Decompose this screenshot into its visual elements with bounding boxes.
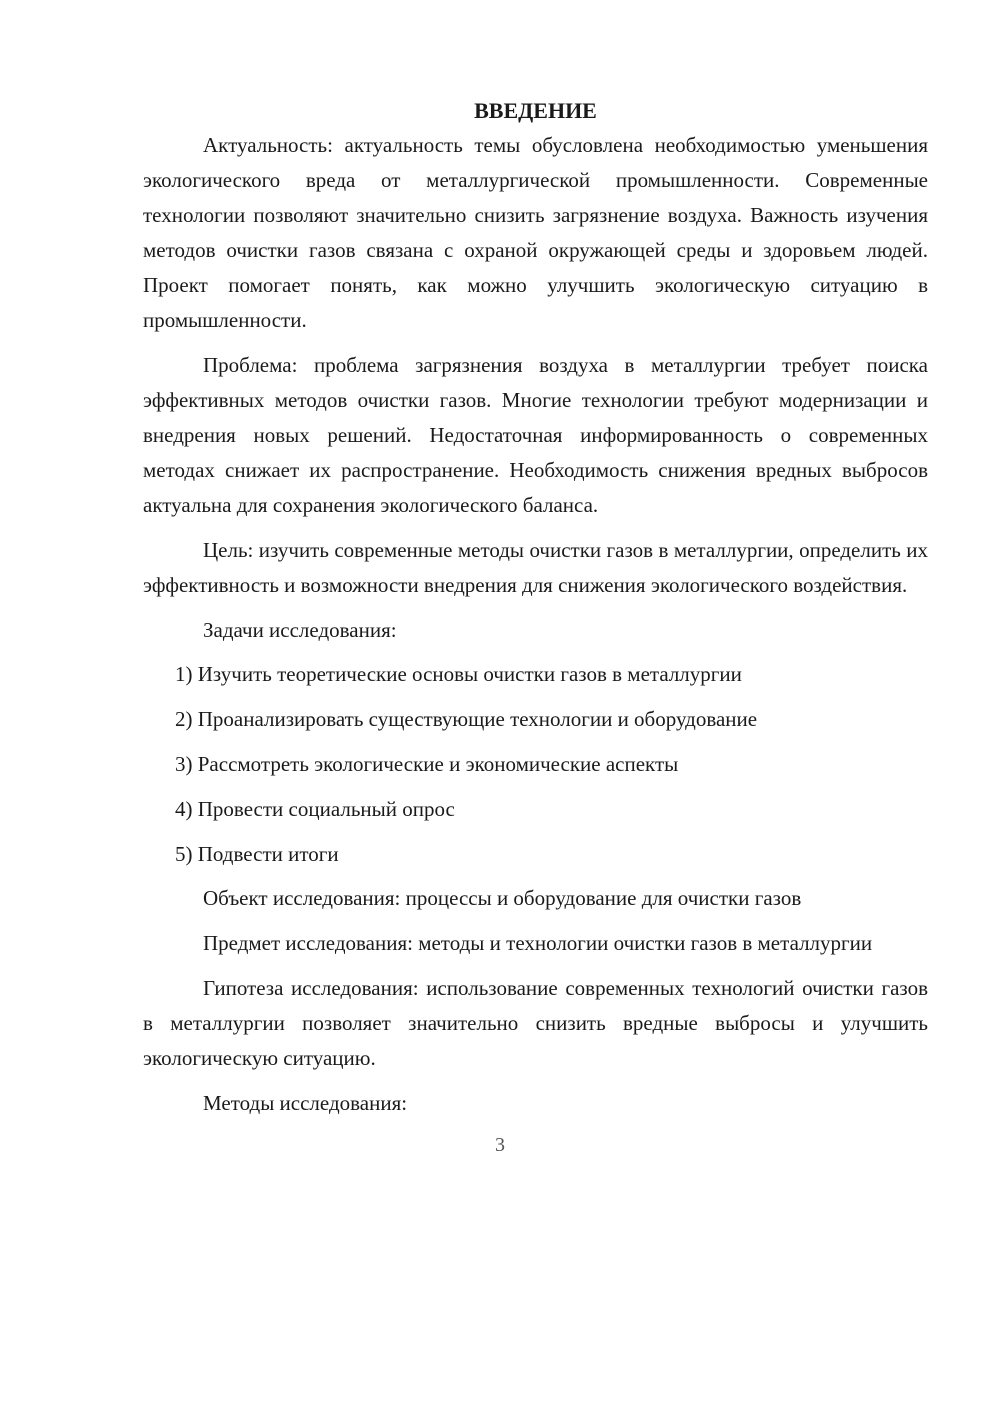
hypothesis-paragraph: Гипотеза исследования: использование современных технологий очистки газов в металлургии позволяет значительно снизить вредные выбросы и улучшить экологическую ситуацию. bbox=[143, 976, 928, 1070]
object-paragraph: Объект исследования: процессы и оборудование для очистки газов bbox=[203, 886, 802, 910]
list-item: 1) Изучить теоретические основы очистки газов в металлургии bbox=[175, 662, 742, 686]
list-item: 5) Подвести итоги bbox=[175, 842, 339, 866]
page-content bbox=[143, 93, 928, 1121]
relevance-paragraph: Актуальность: актуальность темы обусловлена необходимостью уменьшения экологического вреда от металлургической промышленности. Современные технологии позволяют значительно снизить загрязнение воздуха. Важность изучения методов очистки газов связана с охраной окружающей среды и здоровьем людей. Проект помогает понять, как можно улучшить экологическую ситуацию в промышленности. bbox=[143, 133, 928, 332]
problem-paragraph: Проблема: проблема загрязнения воздуха в металлургии требует поиска эффективных методов очистки газов. Многие технологии требуют модернизации и внедрения новых решений. Недостаточная информированность о современных методах снижает их распространение. Необходимость снижения вредных выбросов актуальна для сохранения экологического баланса. bbox=[143, 353, 928, 517]
page-number: 3 bbox=[495, 1134, 505, 1156]
goal-paragraph: Цель: изучить современные методы очистки газов в металлургии, определить их эффективность и возможности внедрения для снижения экологического воздействия. bbox=[143, 538, 928, 597]
list-item: 2) Проанализировать существующие технологии и оборудование bbox=[175, 707, 758, 731]
list-item: 4) Провести социальный опрос bbox=[175, 797, 455, 821]
tasks-heading: Задачи исследования: bbox=[203, 618, 397, 642]
methods-heading: Методы исследования: bbox=[203, 1091, 408, 1115]
tasks-list bbox=[143, 657, 928, 872]
subject-paragraph: Предмет исследования: методы и технологии очистки газов в металлургии bbox=[203, 931, 873, 955]
page-title: ВВЕДЕНИЕ bbox=[474, 98, 597, 123]
list-item: 3) Рассмотреть экологические и экономические аспекты bbox=[175, 752, 679, 776]
